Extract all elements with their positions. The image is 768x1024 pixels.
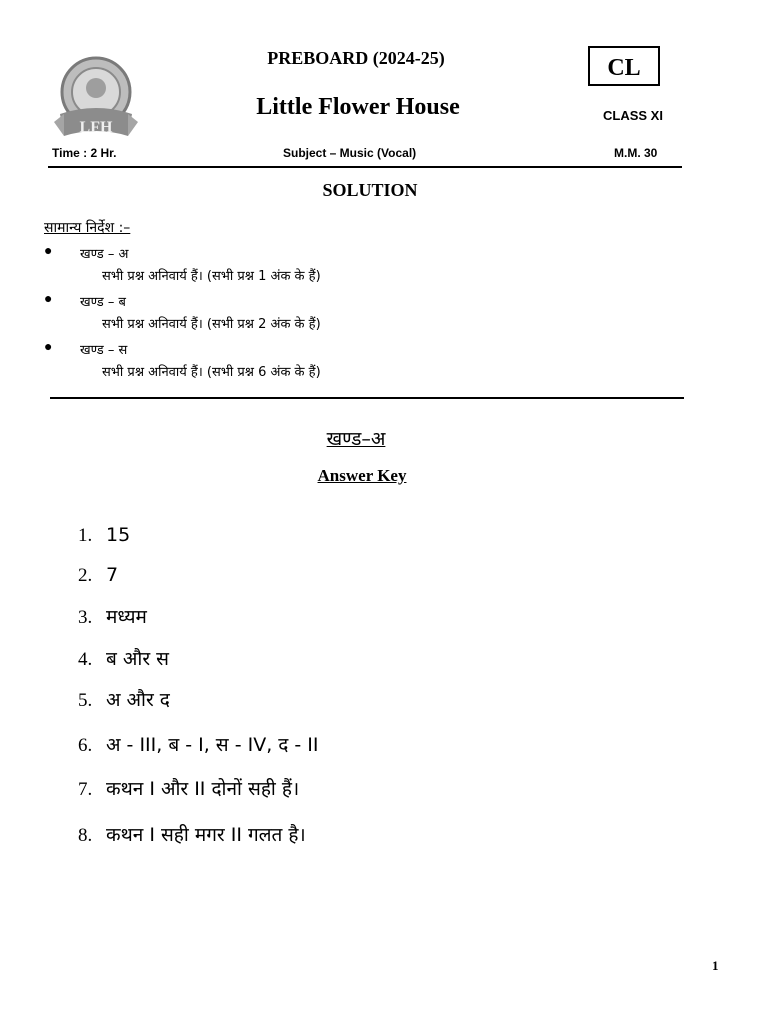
section-note: सभी प्रश्न अनिवार्य हैं। (सभी प्रश्न 6 अंक के हैं) <box>102 365 321 380</box>
answer-item: 1. 15 <box>78 524 131 546</box>
answer-key-title: Answer Key <box>317 466 407 485</box>
answer-item: 7. कथन I और II दोनों सही हैं। <box>78 778 300 800</box>
svg-text:LFH: LFH <box>79 119 113 136</box>
answer-item: 2. 7 <box>78 564 119 586</box>
time-label: Time : 2 Hr. <box>52 146 117 160</box>
answer-item: 6. अ - III, ब - I, स - IV, द - II <box>78 734 319 756</box>
section-title: खण्ड – अ <box>80 247 129 262</box>
paper-code: CL <box>588 46 660 86</box>
max-marks-label: M.M. 30 <box>614 146 658 160</box>
exam-title: PREBOARD (2024-25) <box>267 48 445 68</box>
class-label: CLASS XI <box>603 108 663 123</box>
section-title: खण्ड – स <box>80 343 128 358</box>
school-name: Little Flower House <box>256 94 460 120</box>
bullet-icon: ● <box>44 244 53 259</box>
instructions-divider <box>50 397 684 399</box>
section-note: सभी प्रश्न अनिवार्य हैं। (सभी प्रश्न 1 अंक के हैं) <box>102 269 321 284</box>
section-title: खण्ड – ब <box>80 295 126 310</box>
answer-item: 4. ब और स <box>78 648 169 670</box>
answer-item: 3. मध्यम <box>78 606 147 628</box>
subject-label: Subject – Music (Vocal) <box>283 146 417 160</box>
page-number: 1 <box>712 958 719 973</box>
answer-item: 8. कथन I सही मगर II गलत है। <box>78 824 306 846</box>
bullet-icon: ● <box>44 340 53 355</box>
section-heading: खण्ड–अ <box>326 428 386 450</box>
instructions-heading: सामान्य निर्देश :– <box>44 220 131 236</box>
answer-item: 5. अ और द <box>78 689 170 711</box>
section-note: सभी प्रश्न अनिवार्य हैं। (सभी प्रश्न 2 अंक के हैं) <box>102 317 321 332</box>
solution-title: SOLUTION <box>322 180 418 200</box>
bullet-icon: ● <box>44 292 53 307</box>
header-divider <box>48 166 682 168</box>
